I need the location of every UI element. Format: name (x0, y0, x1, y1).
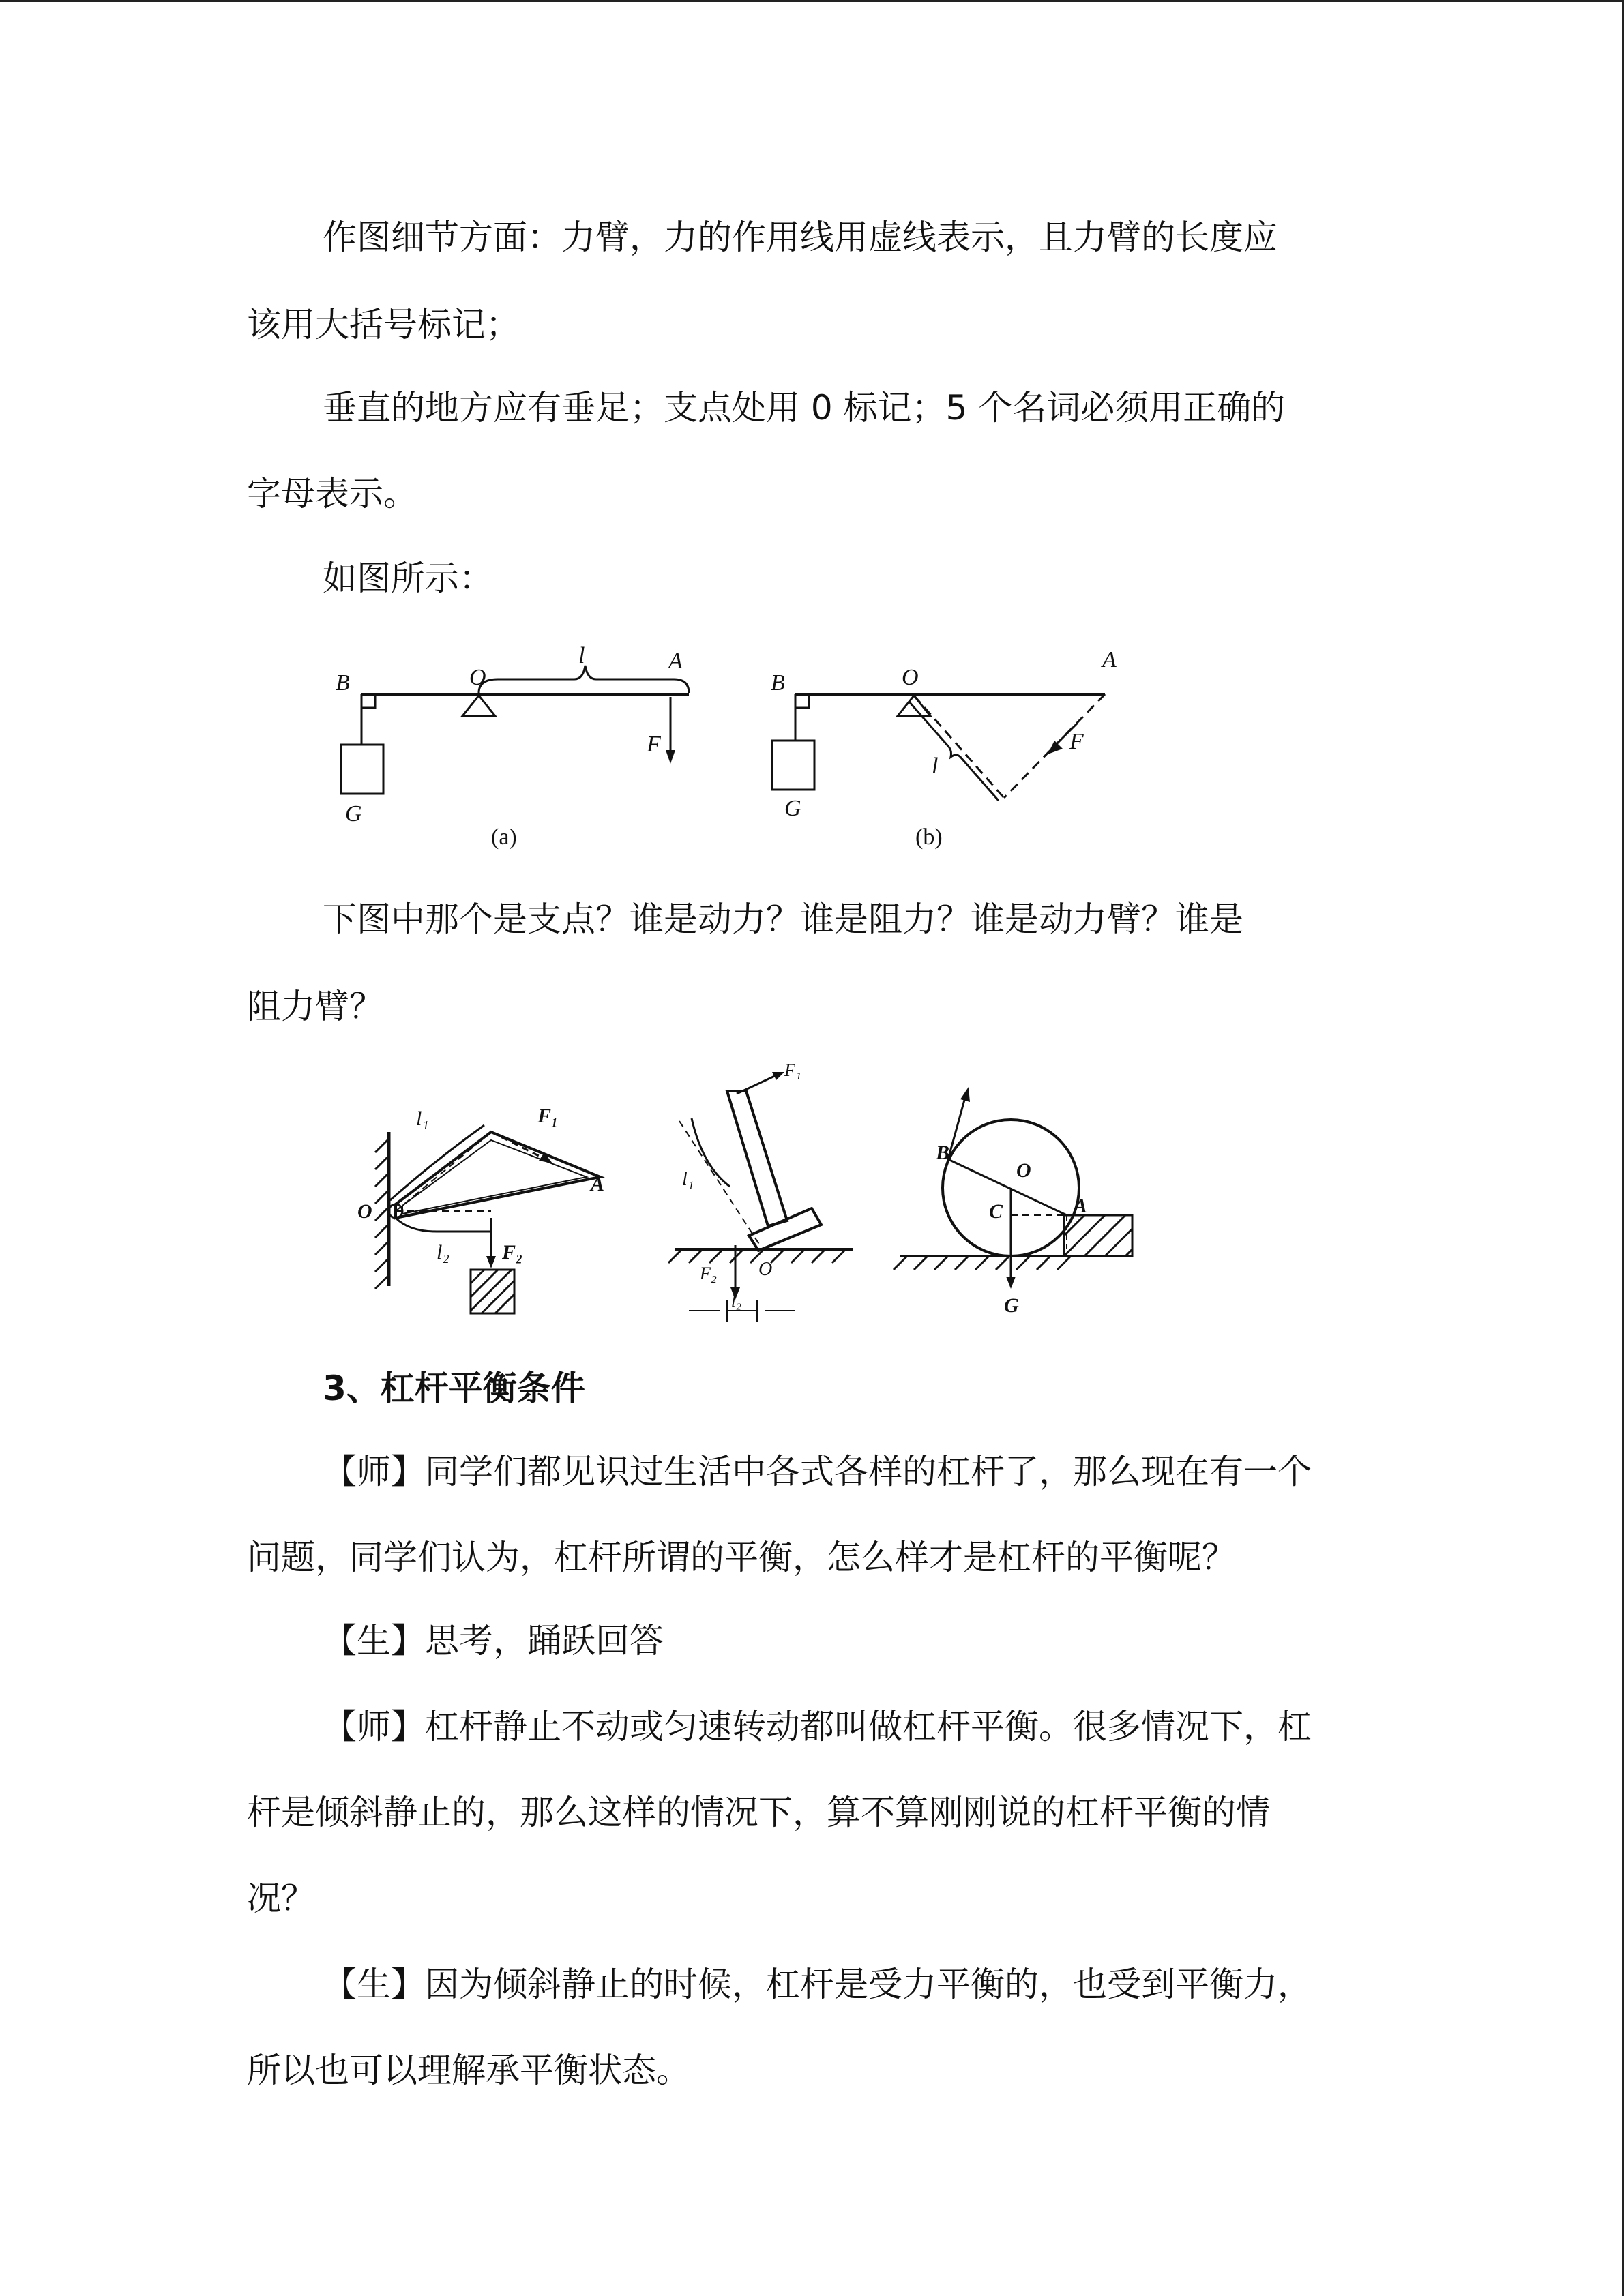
label-C-right: C (989, 1200, 1003, 1223)
example-wheel-step (894, 1087, 1132, 1317)
example-wall-bracket (357, 1105, 604, 1313)
label-l-a: l (578, 643, 585, 668)
label-F2-left: F₂ (502, 1241, 523, 1264)
fulcrum-triangle (462, 696, 495, 716)
label-l-b: l (932, 754, 939, 779)
lever-examples-figure (348, 1057, 1153, 1330)
label-l2-left: l₂ (437, 1241, 449, 1264)
paragraph-line-13: 杆是倾斜静止的，那么这样的情况下，算不算刚刚说的杠杆平衡的情 (247, 1793, 1270, 1832)
label-F1-middle: F₁ (784, 1060, 801, 1080)
paragraph-line-3: 垂直的地方应有垂足；支点处用 0 标记；5 个名词必须用正确的 (323, 388, 1286, 428)
label-F1-left: F₁ (537, 1105, 559, 1127)
paragraph-line-14: 况？ (247, 1879, 315, 1918)
label-F2-middle: F₂ (700, 1264, 717, 1283)
label-O-left: O (357, 1200, 372, 1223)
weight-block (341, 745, 383, 794)
lever-diagram-b (757, 627, 1139, 859)
paragraph-line-1: 作图细节方面：力臂，力的作用线用虚线表示，且力臂的长度应 (323, 218, 1278, 257)
label-A-left: A (591, 1173, 605, 1195)
paragraph-line-2: 该用大括号标记； (247, 305, 520, 344)
weight-block (772, 741, 814, 790)
label-O-right: O (1016, 1159, 1031, 1182)
label-O-b: O (902, 665, 919, 690)
label-G-a: G (345, 801, 362, 826)
brace-l (479, 666, 689, 693)
label-F-b: F (1069, 729, 1084, 754)
lever-diagram-a (327, 627, 709, 859)
label-l2-middle: l₂ (731, 1293, 742, 1311)
label-O-middle: O (758, 1259, 773, 1280)
paragraph-line-12: 【师】杠杆静止不动或匀速转动都叫做杠杆平衡。很多情况下，杠 (323, 1707, 1312, 1746)
paragraph-line-9: 【师】同学们都见识过生活中各式各样的杠杆了，那么现在有一个 (323, 1452, 1312, 1491)
paragraph-line-10: 问题，同学们认为，杠杆所谓的平衡，怎么样才是杠杆的平衡呢？ (247, 1538, 1236, 1577)
label-F-a: F (647, 732, 661, 757)
label-l1-left: l₁ (416, 1107, 429, 1130)
paragraph-line-7: 阻力臂？ (247, 987, 383, 1026)
example-tilted-pole (668, 1060, 853, 1322)
section-heading-lever-balance: 3、杠杆平衡条件 (323, 1369, 585, 1408)
label-A-right: A (1074, 1195, 1088, 1217)
paragraph-line-15: 【生】因为倾斜静止的时候，杠杆是受力平衡的，也受到平衡力， (323, 1965, 1312, 2004)
label-B-b: B (771, 670, 785, 696)
caption-a: (a) (491, 824, 517, 850)
paragraph-line-5: 如图所示： (323, 558, 493, 598)
label-G-right: G (1004, 1294, 1019, 1317)
label-B-right: B (936, 1142, 950, 1164)
label-O-a: O (469, 665, 486, 690)
label-A-b: A (1102, 647, 1117, 672)
label-B-a: B (336, 670, 350, 696)
paragraph-line-11: 【生】思考，踊跃回答 (323, 1621, 664, 1660)
page-border-top (0, 0, 1624, 2)
paragraph-line-6: 下图中那个是支点？谁是动力？谁是阻力？谁是动力臂？谁是 (323, 899, 1243, 939)
label-A-a: A (668, 648, 683, 674)
label-l1-middle: l₁ (682, 1169, 694, 1190)
caption-b: (b) (915, 824, 943, 850)
paragraph-line-4: 字母表示。 (247, 474, 417, 513)
brace-l (909, 701, 999, 801)
label-G-b: G (784, 796, 801, 821)
paragraph-line-16: 所以也可以理解承平衡状态。 (247, 2051, 690, 2090)
